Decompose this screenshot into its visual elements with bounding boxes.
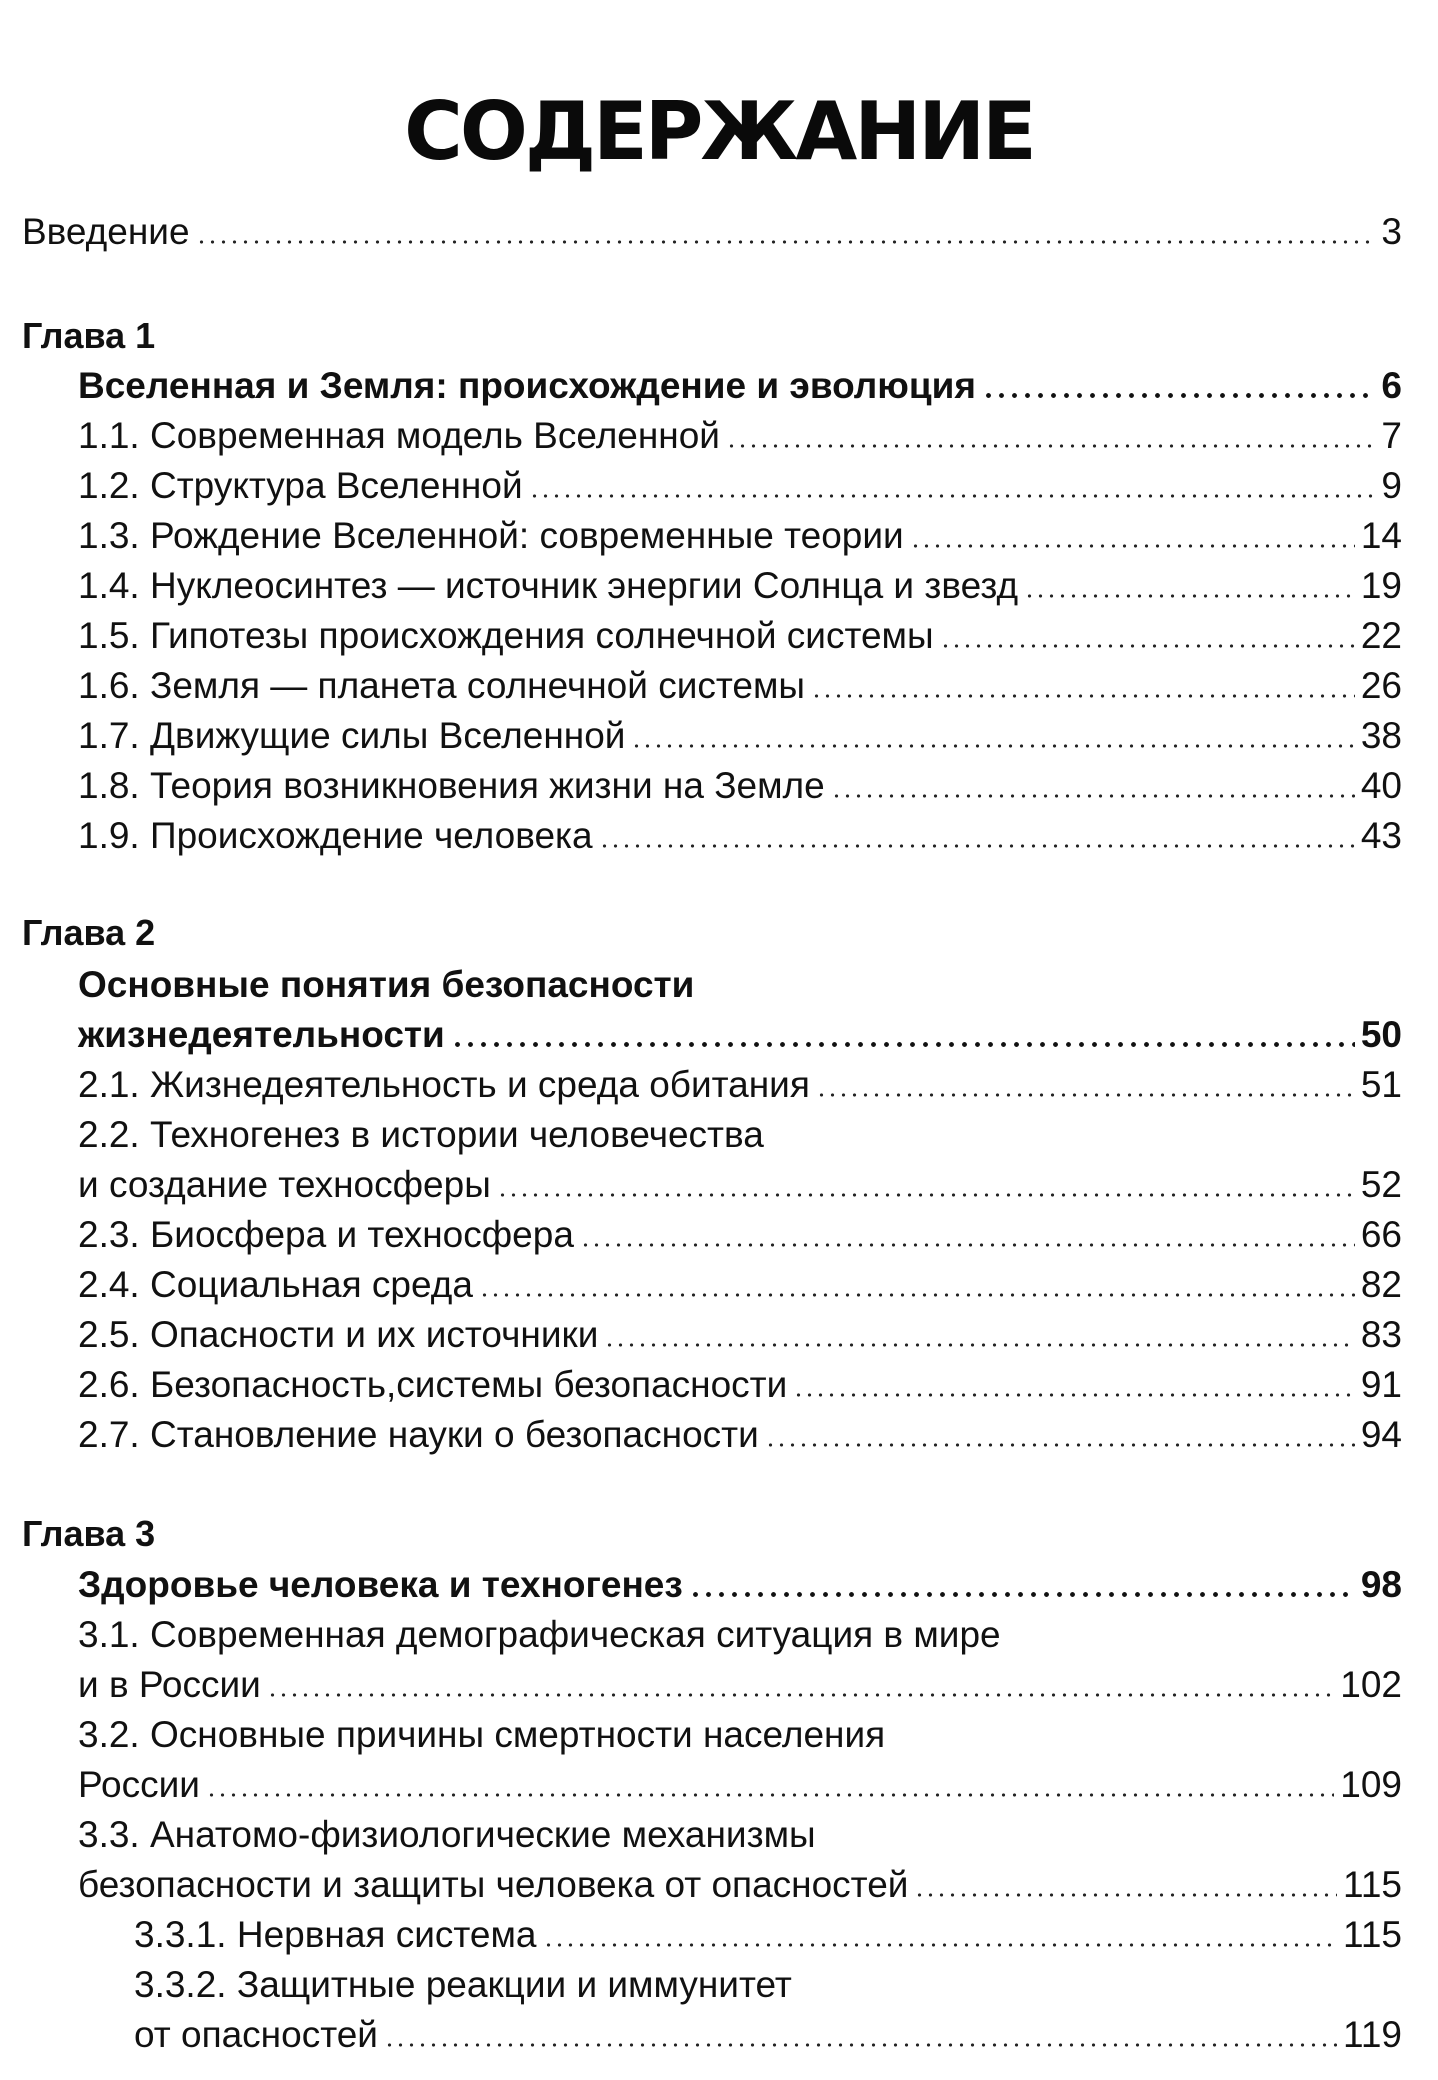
dot-leader (914, 1893, 1337, 1897)
toc-entry (78, 1316, 1402, 1353)
dot-leader (816, 1093, 1355, 1097)
toc-entry (78, 517, 1402, 554)
dot-leader (604, 1343, 1354, 1347)
toc-page-number: 3 (1381, 211, 1402, 252)
toc-page-number: 52 (1360, 1164, 1402, 1205)
toc-entry-title: от опасностей (134, 2014, 378, 2055)
toc-entry-title: 1.6. Земля — планета солнечной системы (78, 665, 806, 706)
toc-subentry (134, 1916, 1402, 1953)
toc-page-number: 109 (1340, 1764, 1402, 1805)
toc-entry-title: безопасности и защиты человека от опасностей (78, 1864, 909, 1905)
toc-entry-title: Введение (22, 211, 190, 252)
toc-entry-title: 1.7. Движущие силы Вселенной (78, 715, 626, 756)
toc-entry (78, 817, 1402, 854)
toc-page-number: 94 (1360, 1414, 1402, 1455)
toc-entry-intro (22, 213, 1402, 250)
toc-entry-title: 1.8. Теория возникновения жизни на Земле (78, 765, 825, 806)
toc-entry (78, 1416, 1402, 1453)
toc-page-number: 82 (1360, 1264, 1402, 1305)
toc-page-number: 115 (1343, 1914, 1402, 1955)
toc-page-number: 19 (1360, 565, 1402, 606)
chapter-heading-line: Основные понятия безопасности (78, 964, 695, 1005)
toc-entry-title: и в России (78, 1664, 261, 1705)
toc-entry-title: 3.3.1. Нервная система (134, 1914, 537, 1955)
toc-entry (78, 567, 1402, 604)
dot-leader (831, 794, 1355, 798)
toc-entry (78, 1166, 1402, 1203)
toc-entry-line: 3.2. Основные причины смертности населения (78, 1714, 886, 1755)
toc-entry-line: 3.3. Анатомо-физиологические механизмы (78, 1814, 816, 1855)
dot-leader (267, 1693, 1334, 1697)
toc-page-number: 91 (1360, 1364, 1402, 1405)
chapter-heading-title: жизнедеятельности (78, 1014, 445, 1055)
toc-entry-title: 1.9. Происхождение человека (78, 815, 593, 856)
dot-leader (451, 1042, 1355, 1047)
dot-leader (384, 2043, 1337, 2047)
dot-leader (910, 544, 1355, 548)
chapter-label: Глава 1 (22, 315, 156, 356)
page-title: СОДЕРЖАНИЕ (404, 85, 1034, 178)
toc-entry (78, 1066, 1402, 1103)
toc-entry (78, 717, 1402, 754)
toc-page-number: 98 (1360, 1564, 1402, 1605)
dot-leader (206, 1793, 1334, 1797)
toc-entry (78, 667, 1402, 704)
toc-page-number: 51 (1360, 1064, 1402, 1105)
toc-entry (78, 1366, 1402, 1403)
toc-entry (78, 417, 1402, 454)
chapter-heading-title: Вселенная и Земля: происхождение и эволюция (78, 365, 976, 406)
toc-subentry (134, 2016, 1402, 2053)
dot-leader (599, 844, 1355, 848)
toc-entry (78, 1866, 1402, 1903)
toc-page-number: 22 (1360, 615, 1402, 656)
dot-leader (631, 744, 1354, 748)
toc-entry-title: 1.4. Нуклеосинтез — источник энергии Солнца и звезд (78, 565, 1019, 606)
toc-entry-line: 2.2. Техногенез в истории человечества (78, 1114, 764, 1155)
chapter-heading-title: Здоровье человека и техногенез (78, 1564, 683, 1605)
toc-entry-title: 1.1. Современная модель Вселенной (78, 415, 720, 456)
toc-page-number: 26 (1360, 665, 1402, 706)
dot-leader (765, 1443, 1355, 1447)
toc-entry (78, 767, 1402, 804)
toc-entry-title: 2.5. Опасности и их источники (78, 1314, 599, 1355)
toc-page-number: 6 (1381, 365, 1402, 406)
dot-leader (726, 444, 1375, 448)
dot-leader (1024, 594, 1355, 598)
dot-leader (529, 494, 1376, 498)
toc-entry (78, 1216, 1402, 1253)
toc-entry-title: 2.4. Социальная среда (78, 1264, 473, 1305)
dot-leader (689, 1592, 1355, 1597)
toc-entry-title: 2.3. Биосфера и техносфера (78, 1214, 574, 1255)
chapter-heading (78, 367, 1402, 404)
toc-page-number: 14 (1360, 515, 1402, 556)
toc-entry-title: и создание техносферы (78, 1164, 491, 1205)
toc-entry (78, 1266, 1402, 1303)
toc-page-number: 43 (1360, 815, 1402, 856)
chapter-heading (78, 1566, 1402, 1603)
toc-page-number: 102 (1340, 1664, 1402, 1705)
dot-leader (811, 694, 1355, 698)
toc-page-number: 83 (1360, 1314, 1402, 1355)
chapter-label: Глава 2 (22, 912, 156, 953)
toc-entry-title: 1.5. Гипотезы происхождения солнечной системы (78, 615, 934, 656)
toc-entry-title: 1.2. Структура Вселенной (78, 465, 523, 506)
dot-leader (940, 644, 1355, 648)
chapter-label: Глава 3 (22, 1513, 156, 1554)
dot-leader (497, 1193, 1355, 1197)
toc-entry-title: 2.7. Становление науки о безопасности (78, 1414, 759, 1455)
toc-entry (78, 467, 1402, 504)
toc-page-number: 38 (1360, 715, 1402, 756)
dot-leader (196, 240, 1376, 244)
toc-page-number: 9 (1381, 465, 1402, 506)
dot-leader (793, 1393, 1355, 1397)
toc-entry-line: 3.3.2. Защитные реакции и иммунитет (134, 1964, 792, 2005)
toc-page-number: 66 (1360, 1214, 1402, 1255)
toc-page-number: 7 (1381, 415, 1402, 456)
toc-entry-title: России (78, 1764, 200, 1805)
toc-page-number: 119 (1343, 2014, 1402, 2055)
toc-entry-title: 2.1. Жизнедеятельность и среда обитания (78, 1064, 810, 1105)
dot-leader (982, 393, 1375, 398)
toc-entry (78, 1766, 1402, 1803)
dot-leader (580, 1243, 1355, 1247)
toc-entry-line: 3.1. Современная демографическая ситуация в мире (78, 1614, 1001, 1655)
toc-page-number: 115 (1343, 1864, 1402, 1905)
toc-entry (78, 1666, 1402, 1703)
toc-page-number: 40 (1360, 765, 1402, 806)
toc-page-number: 50 (1360, 1014, 1402, 1055)
toc-entry-title: 1.3. Рождение Вселенной: современные теории (78, 515, 904, 556)
chapter-heading (78, 1016, 1402, 1053)
dot-leader (543, 1943, 1337, 1947)
toc-entry-title: 2.6. Безопасность,системы безопасности (78, 1364, 788, 1405)
toc-entry (78, 617, 1402, 654)
dot-leader (479, 1293, 1355, 1297)
